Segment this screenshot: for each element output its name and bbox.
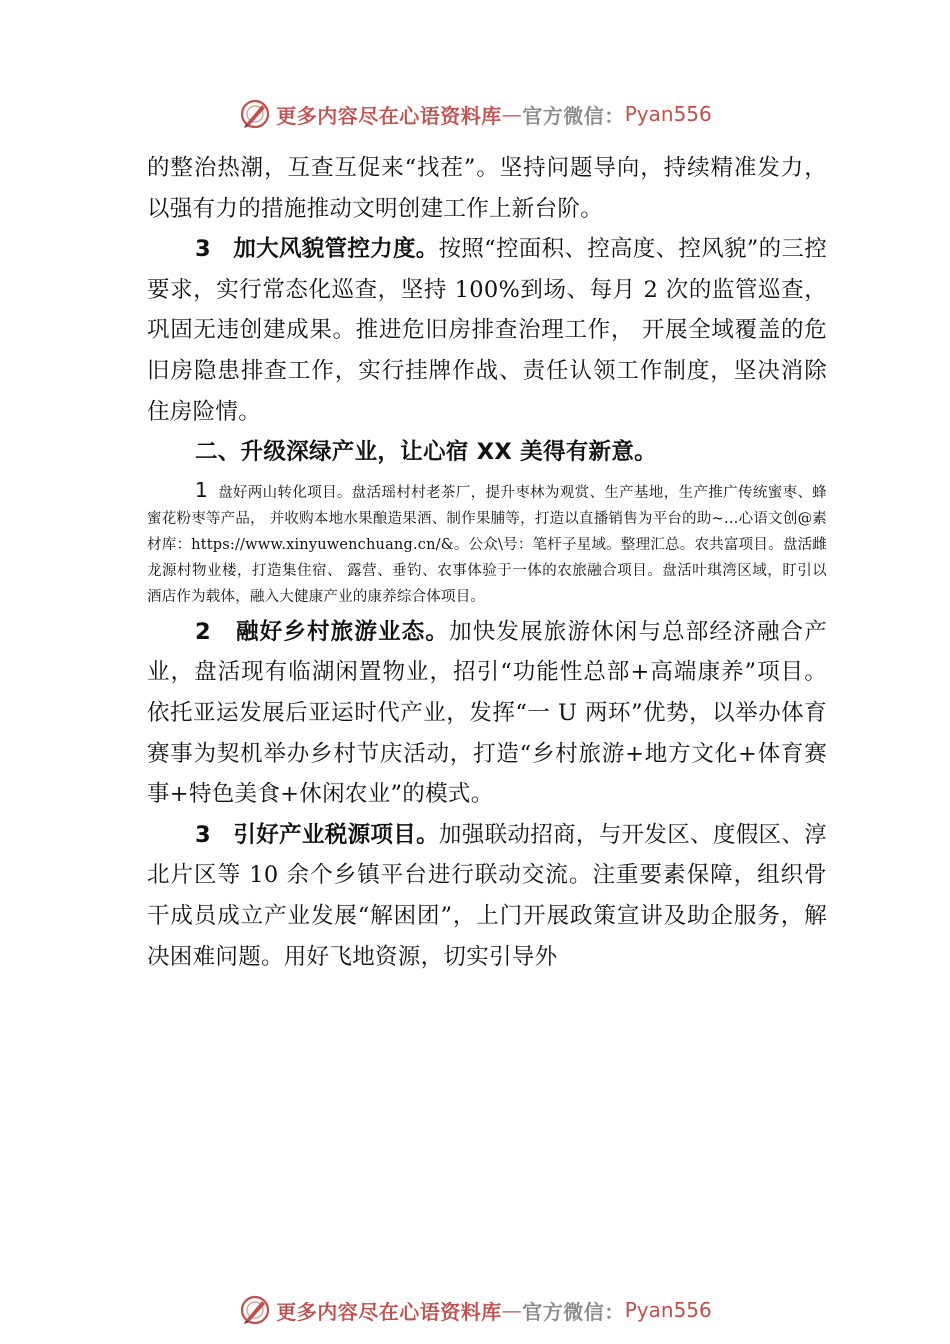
item-2-number: 2 xyxy=(195,618,211,645)
item-2-text: 加快发展旅游休闲与总部经济融合产业，盘活现有临湖闲置物业，招引“功能性总部+高端康养”项目。依托亚运发展后亚运时代产业，发挥“一 U 两环”优势，以举办体育赛事为契机举办乡村节庆活动，打造“乡村旅游+地方文化+体育赛事+特色美食+休闲农业”的模式。 xyxy=(147,618,828,808)
item-2-title: 融好乡村旅游业态。 xyxy=(235,618,450,645)
header-banner xyxy=(0,96,950,132)
item-3b-number: 3 xyxy=(195,821,211,848)
paragraph-1: 的整治热潮，互查互促来“找茬”。坚持问题导向，持续精准发力，以强有力的措施推动文明创建工作上新台阶。 xyxy=(147,155,827,222)
pen-logo-icon xyxy=(238,97,272,131)
item-3b-title: 引好产业税源项目。 xyxy=(233,821,439,848)
footer-dash: — xyxy=(501,1298,523,1322)
item-3b-text: 加强联动招商，与开发区、度假区、淳北片区等 10 余个乡镇平台进行联动交流。注重要素保障，组织骨干成员成立产业发展“解困团”，上门开展政策宣讲及助企服务，解决困难问题。用好飞地资源，切实引导外 xyxy=(147,821,827,970)
section-2-heading: 二、升级深绿产业，让心宿 XX 美得有新意。 xyxy=(195,439,657,466)
item-2-rural-tourism xyxy=(147,612,827,815)
header-wechat-id: Pyan556 xyxy=(624,102,712,126)
pen-logo-icon xyxy=(238,1293,272,1327)
footer-label: 官方微信： xyxy=(522,1299,625,1324)
item-1-small-paragraph xyxy=(147,477,827,610)
footer-banner xyxy=(0,1292,950,1328)
item-3-title: 加大风貌管控力度。 xyxy=(233,236,439,263)
item-1-text: 盘好两山转化项目。盘活瑶村村老茶厂，提升枣林为观赏、生产基地，生产推广传统蜜枣、蜂蜜花粉枣等产品， 并收购本地水果酿造果酒、制作果脯等，打造以直播销售为平台的助~…心语文创@素材库：https://www.xinyuwenchuang.cn/&。公众\号：笔杆子星域。整理汇总。农共富项目。盘活雌龙源村物业楼，打造集住宿、 露营、垂钓、农事体验于一体的农旅融合项目。盘活叶琪湾区域，盯引以酒店作为载体，融入大健康产业的康养综合体项目。 xyxy=(147,484,827,605)
footer-wechat-id: Pyan556 xyxy=(624,1298,712,1322)
header-dash: — xyxy=(501,102,523,126)
item-1-number: 1 xyxy=(195,477,208,502)
header-label: 官方微信： xyxy=(522,103,625,128)
item-3-number: 3 xyxy=(195,236,211,263)
item-3-text: 按照“控面积、控高度、控风貌”的三控要求，实行常态化巡查，坚持 100%到场、每月 2 次的监管巡查，巩固无违创建成果。推进危旧房排查治理工作， 开展全域覆盖的危旧房隐患排查工作，实行挂牌作战、责任认领工作制度，坚决消除住房险情。 xyxy=(147,236,828,425)
item-3-wind-control xyxy=(147,229,827,432)
header-brand: 更多内容尽在心语资料库 xyxy=(276,103,502,128)
item-3-tax-projects xyxy=(147,815,827,977)
footer-brand: 更多内容尽在心语资料库 xyxy=(276,1299,502,1324)
document-body xyxy=(147,148,827,977)
